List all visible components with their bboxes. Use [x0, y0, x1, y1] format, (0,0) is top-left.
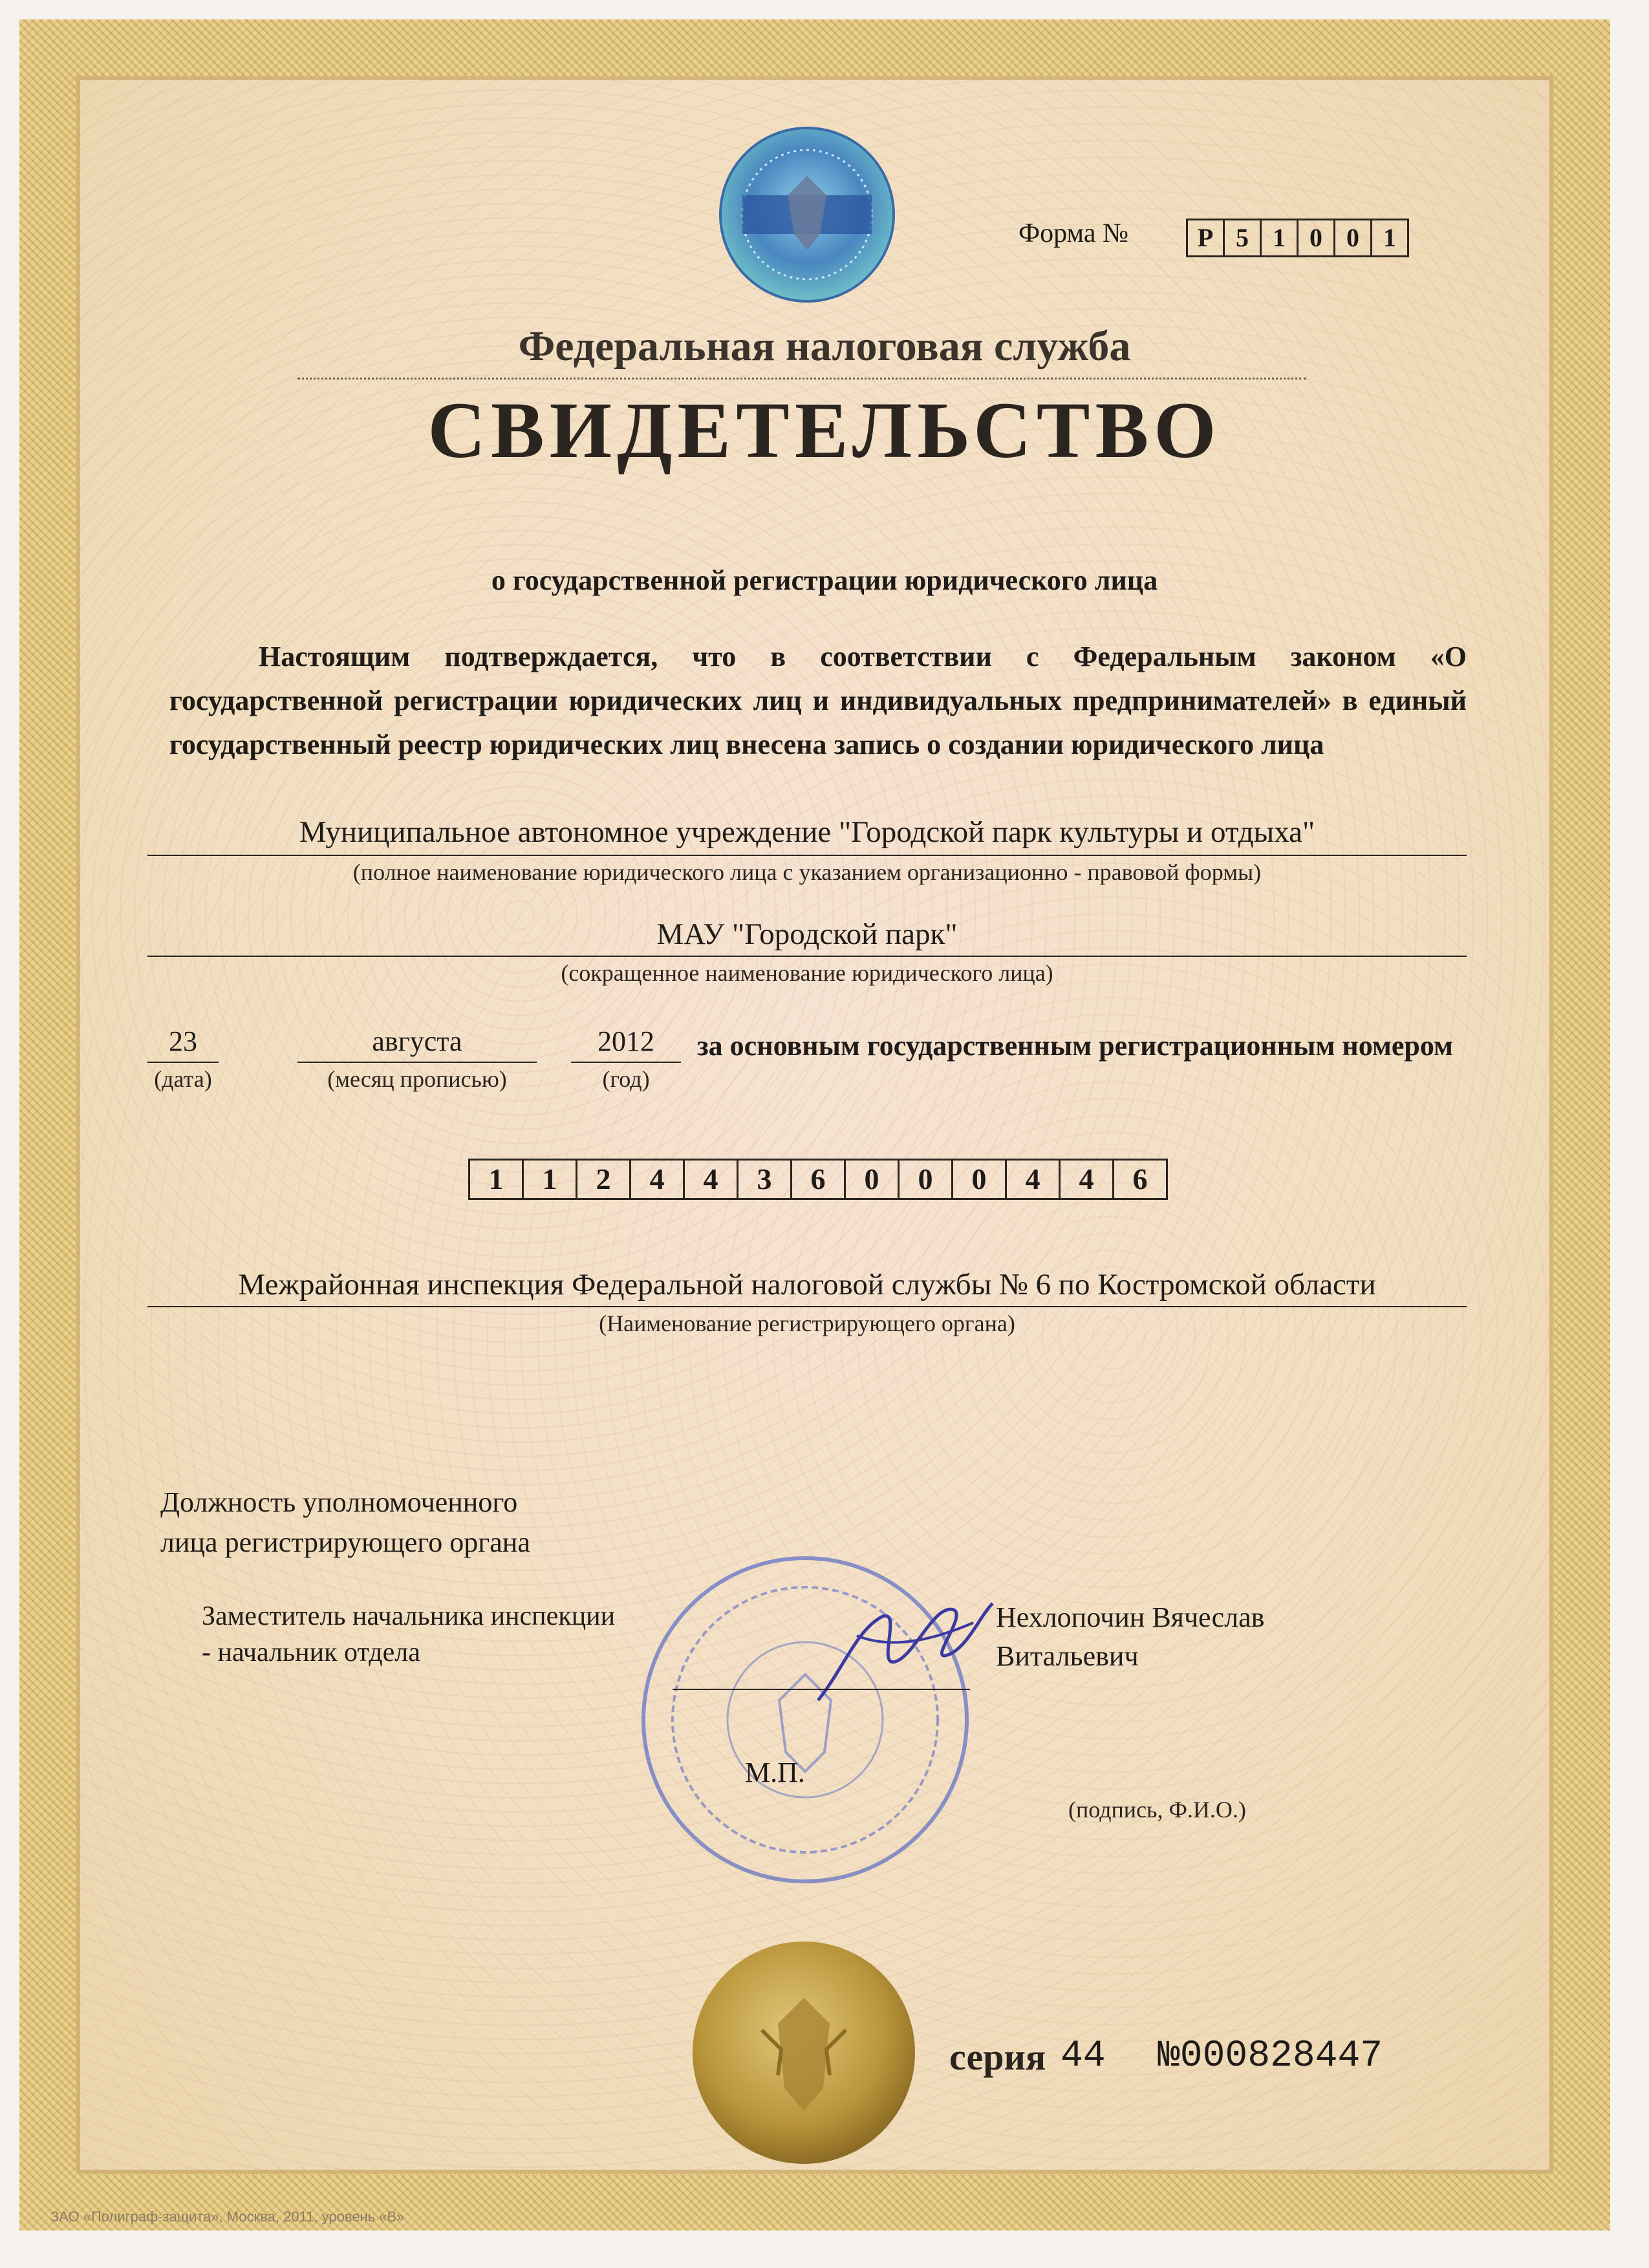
form-code-boxes — [1186, 219, 1409, 257]
form-code-cell: 0 — [1335, 220, 1372, 255]
date-day: 23 — [169, 1025, 197, 1057]
header-divider — [297, 378, 1306, 380]
month-underline — [297, 1062, 537, 1063]
ogrn-digit: 0 — [953, 1161, 1007, 1198]
position-line-2: - начальник отдела — [202, 1638, 420, 1667]
ogrn-digit: 2 — [577, 1161, 631, 1198]
serial-series: 44 — [1061, 2035, 1106, 2077]
year-underline — [571, 1062, 681, 1063]
form-code-cell: 1 — [1383, 223, 1396, 252]
month-hint: (месяц прописью) — [327, 1066, 507, 1092]
form-code-cell: 1 — [1262, 220, 1299, 255]
full-name-underline — [147, 855, 1467, 856]
ogrn-digit: 0 — [900, 1161, 953, 1198]
day-underline — [147, 1062, 219, 1063]
authority-underline — [147, 1306, 1467, 1307]
form-code-cell: 5 — [1225, 220, 1262, 255]
position-line-1: Заместитель начальника инспекции — [202, 1601, 616, 1631]
gold-seal-icon — [691, 1940, 917, 2166]
ogrn-boxes — [468, 1159, 1168, 1200]
date-year: 2012 — [598, 1025, 654, 1057]
entity-short-name: МАУ "Городской парк" — [656, 917, 958, 951]
hologram-emblem-icon — [717, 124, 898, 305]
signature-line — [673, 1689, 970, 1690]
ogrn-digit: 4 — [685, 1161, 738, 1198]
entity-full-name: Муниципальное автономное учреждение "Городской парк культуры и отдыха" — [299, 815, 1315, 849]
day-hint: (дата) — [154, 1066, 212, 1092]
ogrn-digit: 1 — [524, 1161, 577, 1198]
form-label: Форма № — [1018, 219, 1129, 248]
ogrn-digit: 4 — [1007, 1161, 1061, 1198]
form-code-cell: 0 — [1299, 220, 1335, 255]
registering-authority: Межрайонная инспекция Федеральной налоговой службы № 6 по Костромской области — [238, 1268, 1376, 1301]
position-label-line-1: Должность уполномоченного — [160, 1486, 518, 1518]
serial-label: серия — [949, 2036, 1046, 2078]
short-name-underline — [147, 956, 1467, 957]
agency-name: Федеральная налоговая служба — [518, 323, 1131, 370]
ogrn-digit: 4 — [631, 1161, 685, 1198]
form-code-cell: Р — [1188, 220, 1225, 255]
signature-hint: (подпись, Ф.И.О.) — [1068, 1797, 1246, 1823]
ogrn-digit: 6 — [792, 1161, 846, 1198]
ogrn-caption: за основным государственным регистрационным номером — [697, 1030, 1453, 1062]
page-title: СВИДЕТЕЛЬСТВО — [427, 386, 1222, 475]
serial-number: №000828447 — [1158, 2035, 1383, 2077]
authority-hint: (Наименование регистрирующего органа) — [599, 1311, 1015, 1336]
year-hint: (год) — [602, 1066, 650, 1092]
signatory-name-line-2: Витальевич — [996, 1640, 1139, 1672]
page-subtitle: о государственной регистрации юридического лица — [491, 564, 1158, 596]
ogrn-digit: 1 — [470, 1161, 524, 1198]
date-month: августа — [372, 1025, 462, 1057]
printer-imprint: ЗАО «Полиграф-защита», Москва, 2011, уровень «В» — [50, 2209, 405, 2225]
ogrn-digit: 0 — [846, 1161, 900, 1198]
ogrn-digit: 3 — [738, 1161, 792, 1198]
stamp-label: М.П. — [745, 1757, 805, 1788]
position-label-line-2: лица регистрирующего органа — [160, 1526, 530, 1558]
short-name-hint: (сокращенное наименование юридического лица) — [561, 960, 1053, 986]
ogrn-digit: 6 — [1132, 1162, 1148, 1195]
confirmation-paragraph: Настоящим подтверждается, что в соответствии с Федеральным законом «О государственной регистрации юридических лиц и индивидуальных предпринимателей» в единый государственный реестр юридических лиц внесена запись о создании юридического лица — [169, 641, 1467, 760]
signatory-name-line-1: Нехлопочин Вячеслав — [996, 1601, 1265, 1633]
full-name-hint: (полное наименование юридического лица с указанием организационно - правовой формы) — [352, 859, 1262, 885]
ogrn-digit: 4 — [1061, 1161, 1114, 1198]
signature-icon — [805, 1590, 999, 1720]
